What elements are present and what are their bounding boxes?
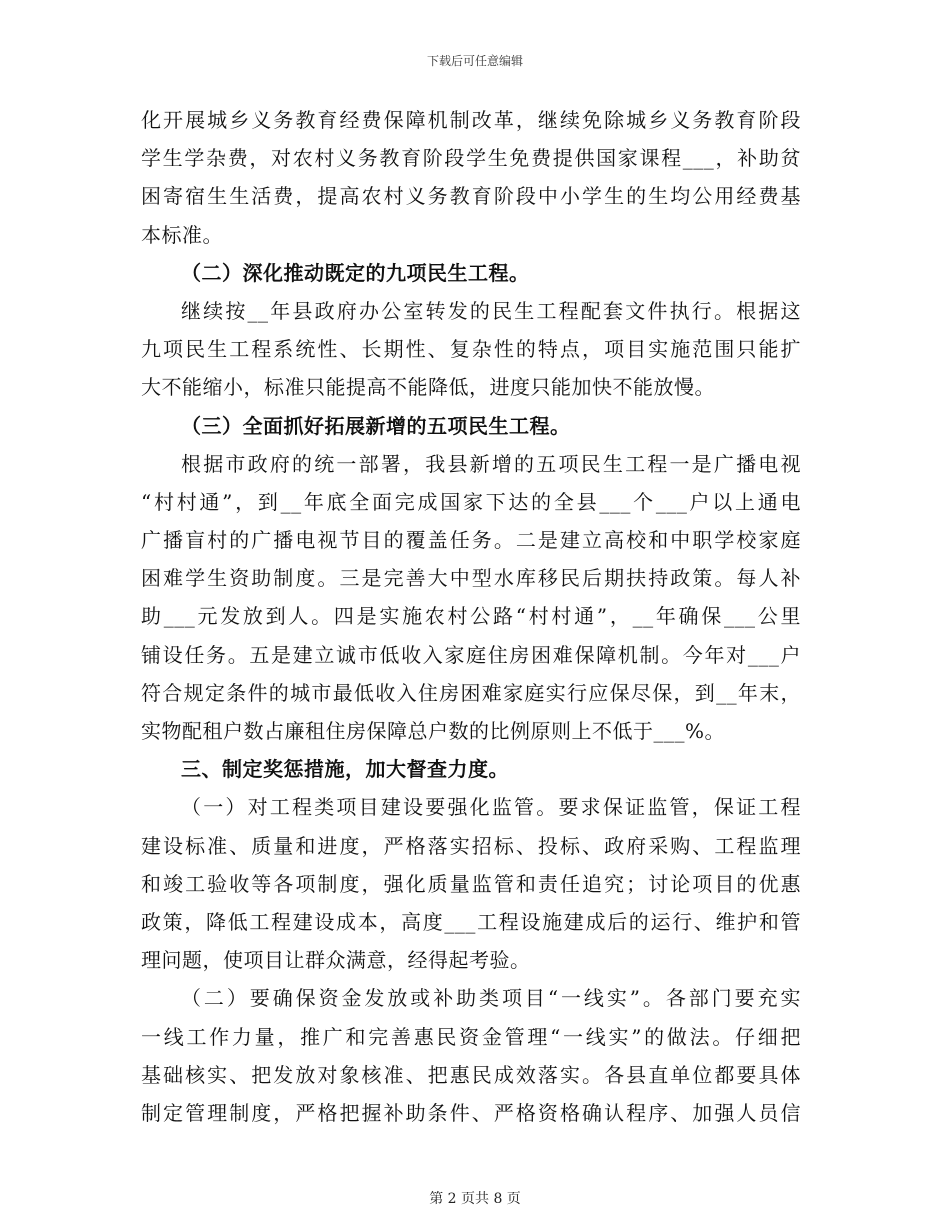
paragraph-line: “村村通”，到__年底全面完成国家下达的全县___个___户以上通电 xyxy=(141,489,801,514)
paragraph-line: 实物配租户数占廉租住房保障总户数的比例原则上不低于___%。 xyxy=(141,719,726,743)
paragraph-line: 制定管理制度，严格把握补助条件、严格资格确认程序、加强人员信 xyxy=(141,1100,801,1125)
paragraph-line: 助___元发放到人。四是实施农村公路“村村通”，__年确保___公里 xyxy=(141,604,801,629)
section-heading: （三）全面抓好拓展新增的五项民生工程。 xyxy=(181,413,571,438)
paragraph-line: 继续按__年县政府办公室转发的民生工程配套文件执行。根据这 xyxy=(181,298,801,323)
paragraph-line: 理问题，使项目让群众满意，经得起考验。 xyxy=(141,948,531,973)
paragraph-line: 困难学生资助制度。三是完善大中型水库移民后期扶持政策。每人补 xyxy=(141,566,801,591)
paragraph-line: 符合规定条件的城市最低收入住房困难家庭实行应保尽保，到__年末， xyxy=(141,680,801,705)
paragraph-line: 根据市政府的统一部署，我县新增的五项民生工程一是广播电视 xyxy=(181,451,801,476)
paragraph-line: 政策，降低工程建设成本，高度___工程设施建成后的运行、维护和管 xyxy=(141,909,801,934)
paragraph-line: 和竣工验收等各项制度，强化质量监管和责任追究；讨论项目的优惠 xyxy=(141,871,801,896)
paragraph-line: 基础核实、把发放对象核准、把惠民成效落实。各县直单位都要具体 xyxy=(141,1062,801,1087)
document-body xyxy=(141,101,801,1132)
paragraph-line: 本标准。 xyxy=(141,222,223,247)
page-footer: 第 2 页共 8 页 xyxy=(429,1191,521,1207)
paragraph-line: （二）要确保资金发放或补助类项目“一线实”。各部门要充实 xyxy=(181,986,801,1011)
paragraph-line: 广播盲村的广播电视节目的覆盖任务。二是建立高校和中职学校家庭 xyxy=(141,528,801,553)
paragraph-line: 九项民生工程系统性、长期性、复杂性的特点，项目实施范围只能扩 xyxy=(141,337,801,362)
paragraph-line: 铺设任务。五是建立诚市低收入家庭住房困难保障机制。今年对___户 xyxy=(141,642,801,667)
paragraph-line: 学生学杂费，对农村义务教育阶段学生免费提供国家课程___，补助贫 xyxy=(141,146,801,171)
section-heading: （二）深化推动既定的九项民生工程。 xyxy=(181,260,530,285)
page-header: 下载后可任意编辑 xyxy=(426,54,523,68)
paragraph-line: 大不能缩小，标准只能提高不能降低，进度只能加快不能放慢。 xyxy=(141,375,715,400)
paragraph-line: 建设标准、质量和进度，严格落实招标、投标、政府采购、工程监理 xyxy=(141,833,801,858)
paragraph-line: 化开展城乡义务教育经费保障机制改革，继续免除城乡义务教育阶段 xyxy=(141,108,801,132)
paragraph-line: 困寄宿生生活费，提高农村义务教育阶段中小学生的生均公用经费基 xyxy=(141,184,801,209)
section-heading: 三、制定奖惩措施，加大督查力度。 xyxy=(181,757,509,782)
paragraph-line: 一线工作力量，推广和完善惠民资金管理“一线实”的做法。仔细把 xyxy=(141,1024,801,1049)
paragraph-line: （一）对工程类项目建设要强化监管。要求保证监管，保证工程 xyxy=(181,795,801,820)
